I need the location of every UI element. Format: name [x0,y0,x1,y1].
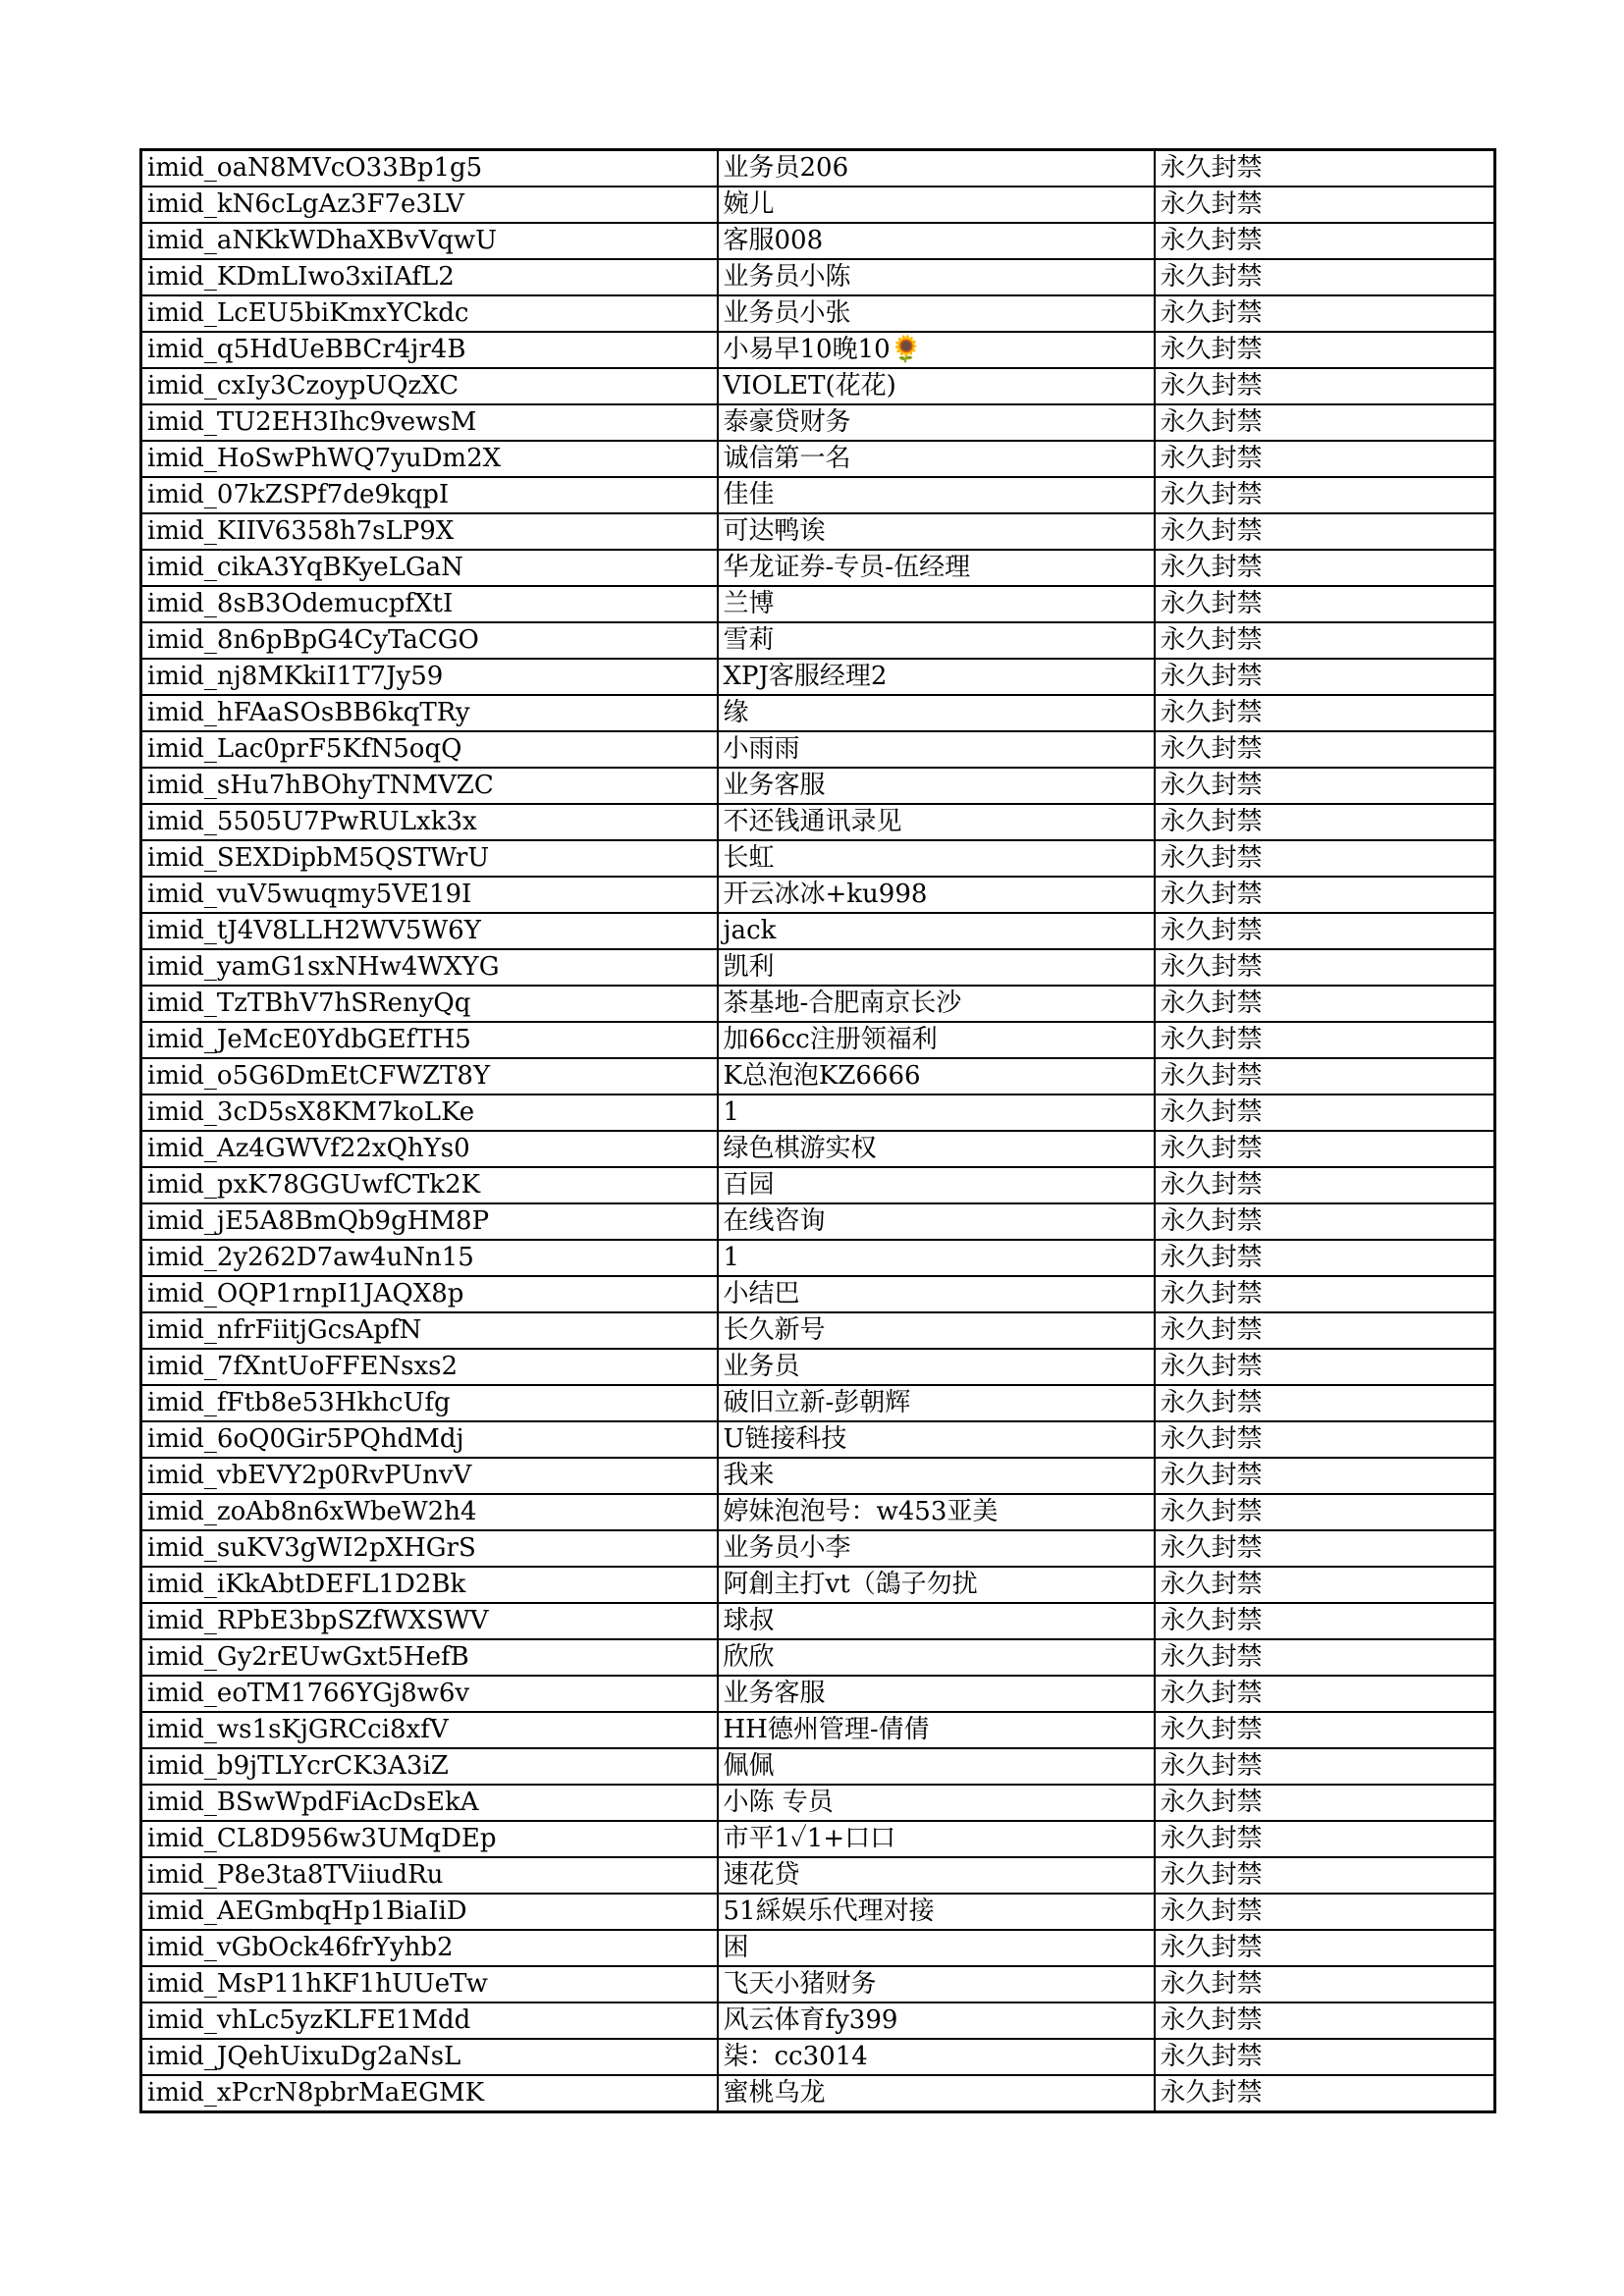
account-id-cell: imid_JQehUixuDg2aNsL [141,2039,718,2075]
nickname-cell: 飞天小猪财务 [718,1966,1155,2002]
status-cell: 永久封禁 [1155,2039,1495,2075]
nickname-cell: 风云体育fy399 [718,2002,1155,2039]
table-row [141,1712,1495,1748]
table-row [141,332,1495,368]
status-cell: 永久封禁 [1155,1022,1495,1058]
nickname-cell: 华龙证券-专员-伍经理 [718,550,1155,586]
account-id-cell: imid_5505U7PwRULxk3x [141,804,718,840]
status-cell: 永久封禁 [1155,150,1495,187]
account-id-cell: imid_zoAb8n6xWbeW2h4 [141,1494,718,1530]
account-id-cell: imid_Gy2rEUwGxt5HefB [141,1639,718,1676]
status-cell: 永久封禁 [1155,1966,1495,2002]
account-id-cell: imid_8n6pBpG4CyTaCGO [141,622,718,659]
table-row [141,404,1495,441]
nickname-cell: 51綵娱乐代理对接 [718,1894,1155,1930]
nickname-cell: 业务员 [718,1349,1155,1385]
account-id-cell: imid_xPcrN8pbrMaEGMK [141,2075,718,2112]
nickname-cell: 蜜桃乌龙 [718,2075,1155,2112]
status-cell: 永久封禁 [1155,1240,1495,1276]
status-cell: 永久封禁 [1155,404,1495,441]
nickname-cell: 业务员小张 [718,295,1155,332]
status-cell: 永久封禁 [1155,768,1495,804]
table-row [141,295,1495,332]
table-row [141,1639,1495,1676]
status-cell: 永久封禁 [1155,840,1495,877]
status-cell: 永久封禁 [1155,659,1495,695]
status-cell: 永久封禁 [1155,2075,1495,2112]
account-id-cell: imid_sHu7hBOhyTNMVZC [141,768,718,804]
status-cell: 永久封禁 [1155,986,1495,1022]
status-cell: 永久封禁 [1155,441,1495,477]
nickname-cell: 速花贷 [718,1857,1155,1894]
status-cell: 永久封禁 [1155,1058,1495,1095]
account-id-cell: imid_Az4GWVf22xQhYs0 [141,1131,718,1167]
status-cell: 永久封禁 [1155,1821,1495,1857]
status-cell: 永久封禁 [1155,259,1495,295]
account-id-cell: imid_P8e3ta8TViiudRu [141,1857,718,1894]
account-id-cell: imid_TU2EH3Ihc9vewsM [141,404,718,441]
nickname-cell: 柒：cc3014 [718,2039,1155,2075]
account-id-cell: imid_KIIV6358h7sLP9X [141,513,718,550]
status-cell: 永久封禁 [1155,223,1495,259]
nickname-cell: XPJ客服经理2 [718,659,1155,695]
account-id-cell: imid_3cD5sX8KM7koLKe [141,1095,718,1131]
nickname-cell: 百园 [718,1167,1155,1203]
table-row [141,1312,1495,1349]
account-id-cell: imid_2y262D7aw4uNn15 [141,1240,718,1276]
table-row [141,1894,1495,1930]
account-id-cell: imid_JeMcE0YdbGEfTH5 [141,1022,718,1058]
account-id-cell: imid_vhLc5yzKLFE1Mdd [141,2002,718,2039]
status-cell: 永久封禁 [1155,513,1495,550]
nickname-cell: 小雨雨 [718,731,1155,768]
status-cell: 永久封禁 [1155,586,1495,622]
account-id-cell: imid_07kZSPf7de9kqpI [141,477,718,513]
status-cell: 永久封禁 [1155,1312,1495,1349]
nickname-cell: 小易早10晚10🌻 [718,332,1155,368]
table-row [141,1167,1495,1203]
status-cell: 永久封禁 [1155,1095,1495,1131]
account-id-cell: imid_6oQ0Gir5PQhdMdj [141,1421,718,1458]
table-row [141,804,1495,840]
status-cell: 永久封禁 [1155,332,1495,368]
account-id-cell: imid_b9jTLYcrCK3A3iZ [141,1748,718,1785]
nickname-cell: 球叔 [718,1603,1155,1639]
status-cell: 永久封禁 [1155,877,1495,913]
table-row [141,441,1495,477]
table-body [141,150,1495,2112]
table-row [141,477,1495,513]
table-row [141,1821,1495,1857]
status-cell: 永久封禁 [1155,695,1495,731]
table-row [141,1785,1495,1821]
nickname-cell: jack [718,913,1155,949]
table-row [141,622,1495,659]
table-row [141,1421,1495,1458]
nickname-cell: 1 [718,1240,1155,1276]
account-id-cell: imid_aNKkWDhaXBvVqwU [141,223,718,259]
table-row [141,913,1495,949]
nickname-cell: K总泡泡KZ6666 [718,1058,1155,1095]
table-row [141,1095,1495,1131]
status-cell: 永久封禁 [1155,913,1495,949]
nickname-cell: U链接科技 [718,1421,1155,1458]
status-cell: 永久封禁 [1155,1857,1495,1894]
nickname-cell: 阿創主打vt（鴿子勿扰 [718,1567,1155,1603]
nickname-cell: 可达鸭诶 [718,513,1155,550]
table-row [141,1676,1495,1712]
table-row [141,2002,1495,2039]
nickname-cell: 业务客服 [718,1676,1155,1712]
nickname-cell: 业务员小李 [718,1530,1155,1567]
status-cell: 永久封禁 [1155,1421,1495,1458]
table-row [141,1966,1495,2002]
table-row [141,223,1495,259]
table-row [141,1022,1495,1058]
nickname-cell: 困 [718,1930,1155,1966]
nickname-cell: 绿色棋游实权 [718,1131,1155,1167]
status-cell: 永久封禁 [1155,295,1495,332]
nickname-cell: 兰博 [718,586,1155,622]
status-cell: 永久封禁 [1155,368,1495,404]
table-row [141,1385,1495,1421]
account-id-cell: imid_CL8D956w3UMqDEp [141,1821,718,1857]
table-row [141,986,1495,1022]
account-id-cell: imid_MsP11hKF1hUUeTw [141,1966,718,2002]
status-cell: 永久封禁 [1155,949,1495,986]
account-id-cell: imid_eoTM1766YGj8w6v [141,1676,718,1712]
status-cell: 永久封禁 [1155,1167,1495,1203]
nickname-cell: 在线咨询 [718,1203,1155,1240]
account-id-cell: imid_o5G6DmEtCFWZT8Y [141,1058,718,1095]
status-cell: 永久封禁 [1155,1785,1495,1821]
account-id-cell: imid_hFAaSOsBB6kqTRy [141,695,718,731]
table-row [141,2039,1495,2075]
status-cell: 永久封禁 [1155,622,1495,659]
account-id-cell: imid_fFtb8e53HkhcUfg [141,1385,718,1421]
table-row [141,1240,1495,1276]
table-row [141,550,1495,586]
nickname-cell: 小陈 专员 [718,1785,1155,1821]
account-id-cell: imid_iKkAbtDEFL1D2Bk [141,1567,718,1603]
account-id-cell: imid_BSwWpdFiAcDsEkA [141,1785,718,1821]
status-cell: 永久封禁 [1155,1276,1495,1312]
table-row [141,368,1495,404]
table-row [141,187,1495,223]
table-row [141,1458,1495,1494]
table-row [141,659,1495,695]
table-row [141,1131,1495,1167]
account-id-cell: imid_tJ4V8LLH2WV5W6Y [141,913,718,949]
account-id-cell: imid_kN6cLgAz3F7e3LV [141,187,718,223]
nickname-cell: 1 [718,1095,1155,1131]
account-id-cell: imid_7fXntUoFFENsxs2 [141,1349,718,1385]
account-id-cell: imid_yamG1sxNHw4WXYG [141,949,718,986]
account-id-cell: imid_LcEU5biKmxYCkdc [141,295,718,332]
nickname-cell: 泰豪贷财务 [718,404,1155,441]
table-row [141,949,1495,986]
account-id-cell: imid_ws1sKjGRCci8xfV [141,1712,718,1748]
nickname-cell: 我来 [718,1458,1155,1494]
account-id-cell: imid_TzTBhV7hSRenyQq [141,986,718,1022]
table-row [141,1203,1495,1240]
table-row [141,586,1495,622]
nickname-cell: 诚信第一名 [718,441,1155,477]
nickname-cell: 婉儿 [718,187,1155,223]
account-id-cell: imid_vuV5wuqmy5VE19I [141,877,718,913]
status-cell: 永久封禁 [1155,1712,1495,1748]
account-id-cell: imid_Lac0prF5KfN5oqQ [141,731,718,768]
table-row [141,695,1495,731]
status-cell: 永久封禁 [1155,1494,1495,1530]
table-row [141,1058,1495,1095]
table-row [141,259,1495,295]
account-id-cell: imid_q5HdUeBBCr4jr4B [141,332,718,368]
status-cell: 永久封禁 [1155,1603,1495,1639]
table-row [141,1857,1495,1894]
account-id-cell: imid_HoSwPhWQ7yuDm2X [141,441,718,477]
nickname-cell: 不还钱通讯录见 [718,804,1155,840]
nickname-cell: 雪莉 [718,622,1155,659]
nickname-cell: 凯利 [718,949,1155,986]
account-id-cell: imid_RPbE3bpSZfWXSWV [141,1603,718,1639]
status-cell: 永久封禁 [1155,1203,1495,1240]
table-row [141,1748,1495,1785]
table-row [141,840,1495,877]
table-row [141,877,1495,913]
account-id-cell: imid_vGbOck46frYyhb2 [141,1930,718,1966]
table-row [141,1603,1495,1639]
status-cell: 永久封禁 [1155,1131,1495,1167]
table-row [141,1567,1495,1603]
status-cell: 永久封禁 [1155,550,1495,586]
status-cell: 永久封禁 [1155,1894,1495,1930]
status-cell: 永久封禁 [1155,1385,1495,1421]
nickname-cell: 缘 [718,695,1155,731]
nickname-cell: 长虹 [718,840,1155,877]
nickname-cell: 佳佳 [718,477,1155,513]
status-cell: 永久封禁 [1155,1676,1495,1712]
status-cell: 永久封禁 [1155,1930,1495,1966]
account-id-cell: imid_nj8MKkiI1T7Jy59 [141,659,718,695]
table-row [141,513,1495,550]
table-row [141,768,1495,804]
nickname-cell: 客服008 [718,223,1155,259]
account-id-cell: imid_cikA3YqBKyeLGaN [141,550,718,586]
account-id-cell: imid_vbEVY2p0RvPUnvV [141,1458,718,1494]
table-row [141,2075,1495,2112]
table-row [141,1349,1495,1385]
table-row [141,1276,1495,1312]
account-id-cell: imid_8sB3OdemucpfXtI [141,586,718,622]
nickname-cell: 长久新号 [718,1312,1155,1349]
nickname-cell: 加66cc注册领福利 [718,1022,1155,1058]
status-cell: 永久封禁 [1155,187,1495,223]
nickname-cell: 茶基地-合肥南京长沙 [718,986,1155,1022]
status-cell: 永久封禁 [1155,477,1495,513]
nickname-cell: HH德州管理-倩倩 [718,1712,1155,1748]
status-cell: 永久封禁 [1155,2002,1495,2039]
table-row [141,1930,1495,1966]
account-id-cell: imid_jE5A8BmQb9gHM8P [141,1203,718,1240]
status-cell: 永久封禁 [1155,1458,1495,1494]
status-cell: 永久封禁 [1155,1639,1495,1676]
account-id-cell: imid_oaN8MVcO33Bp1g5 [141,150,718,187]
nickname-cell: 婷妹泡泡号：w453亚美 [718,1494,1155,1530]
status-cell: 永久封禁 [1155,804,1495,840]
status-cell: 永久封禁 [1155,1567,1495,1603]
table-row [141,1530,1495,1567]
account-id-cell: imid_suKV3gWI2pXHGrS [141,1530,718,1567]
status-cell: 永久封禁 [1155,1748,1495,1785]
account-id-cell: imid_KDmLIwo3xiIAfL2 [141,259,718,295]
account-id-cell: imid_cxIy3CzoypUQzXC [141,368,718,404]
table-row [141,731,1495,768]
status-cell: 永久封禁 [1155,1349,1495,1385]
nickname-cell: 欣欣 [718,1639,1155,1676]
nickname-cell: 佩佩 [718,1748,1155,1785]
status-cell: 永久封禁 [1155,1530,1495,1567]
status-cell: 永久封禁 [1155,731,1495,768]
table-row [141,1494,1495,1530]
account-id-cell: imid_pxK78GGUwfCTk2K [141,1167,718,1203]
nickname-cell: 开云冰冰+ku998 [718,877,1155,913]
nickname-cell: 业务员小陈 [718,259,1155,295]
nickname-cell: 破旧立新-彭朝辉 [718,1385,1155,1421]
account-id-cell: imid_AEGmbqHp1BiaIiD [141,1894,718,1930]
nickname-cell: VIOLET(花花) [718,368,1155,404]
account-id-cell: imid_OQP1rnpI1JAQX8p [141,1276,718,1312]
table-row [141,150,1495,187]
nickname-cell: 业务员206 [718,150,1155,187]
nickname-cell: 小结巴 [718,1276,1155,1312]
account-id-cell: imid_nfrFiitjGcsApfN [141,1312,718,1349]
nickname-cell: 业务客服 [718,768,1155,804]
nickname-cell: 市平1✓1+口口 [718,1821,1155,1857]
account-ban-table [139,148,1496,2113]
account-id-cell: imid_SEXDipbM5QSTWrU [141,840,718,877]
